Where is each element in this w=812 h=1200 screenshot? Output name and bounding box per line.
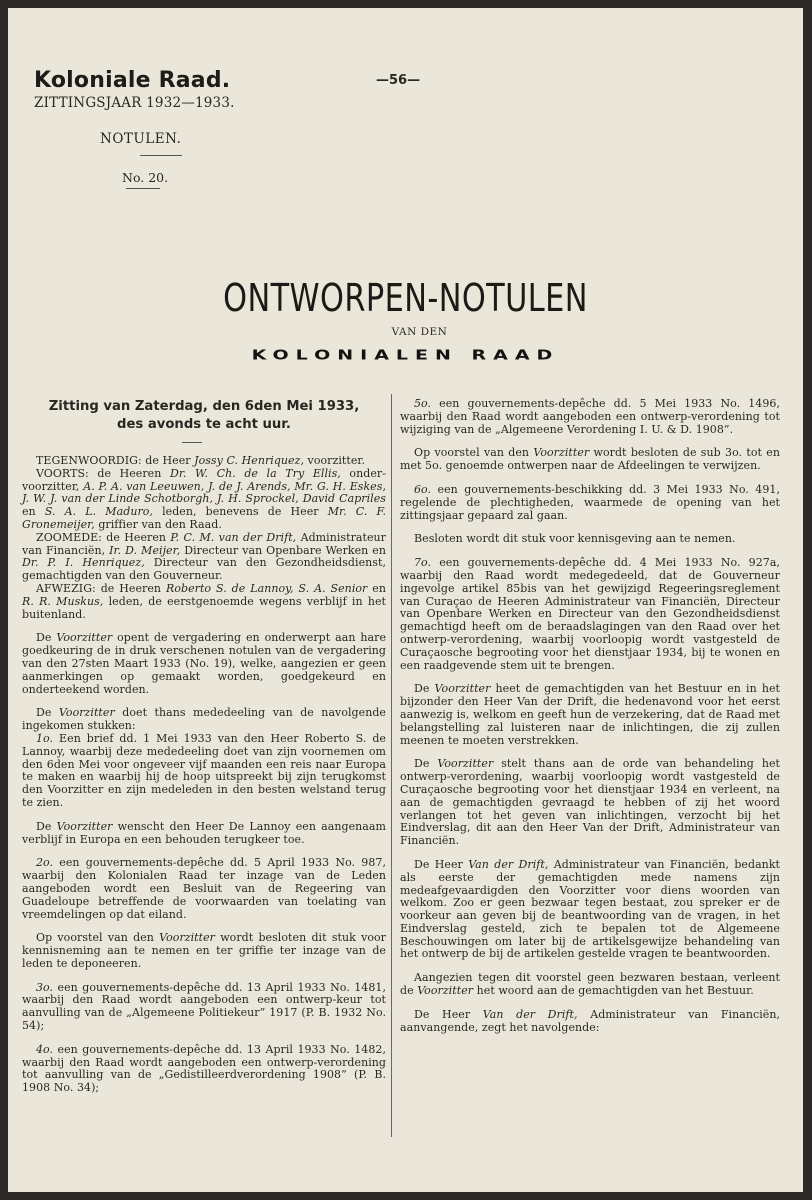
paragraph-proposal-2: Op voorstel van den Voorzitter wordt besloten de sub 3o. tot en met 5o. genoemde ontwerpen naar de Afdeelingen te verwijzen. [400,446,780,473]
paragraph-item-5: 5o. een gouvernements-depêche dd. 5 Mei 1933 No. 1496, waarbij den Raad wordt aangeboden een ontwerp-verordening tot wijziging van de „Algemeene Verordening I. U. & D. 1908”. [400,397,780,436]
paragraph-item-7: 7o. een gouvernements-depêche dd. 4 Mei 1933 No. 927a, waarbij den Raad wordt medegedeeld, dat de Gouverneur ingevolge artikel 85bis van het gewijzigd Regeeringsreglement van Curaçao de Heeren Administrateur van Financiën, Directeur van Openbare Werken en Directeur van den Gezondheidsdienst gemachtigd heeft om de beraadslagingen van den Raad over het ontwerp-verordening, waarbij voorloopig wordt vastgesteld de Curaçaosche begrooting voor het dienstjaar 1934, bij te wonen en een raadgevende stem uit te brengen. [400,556,780,672]
right-column [400,398,780,1045]
page-number: —56— [376,73,421,88]
notulen-label: NOTULEN. [100,131,182,147]
council-title: Koloniale Raad. [34,68,231,93]
paragraph-since: Aangezien tegen dit voorstel geen bezwaren bestaan, verleent de Voorzitter het woord aan de gemachtigden van het Bestuur. [400,971,780,998]
paragraph-item-3: 3o. een gouvernements-depêche dd. 13 April 1933 No. 1481, waarbij den Raad wordt aangeboden een ontwerp-keur tot aanvulling van de „Algemeene Politiekeur” 1917 (P. B. 1932 No. 54); [22,980,386,1033]
paragraph-van-der-drift-1: De Heer Van der Drift, Administrateur van Financiën, bedankt als eerste der gemachtigden mede namens zijn medeafgevaardigden den Voorzitter voor diens woorden van welkom. Zoo er geen bezwaar tegen bestaat, zou spreker er de voorkeur aan geven bij de beantwoording van de vragen, in het Eindverslag gesteld, zich te bepalen tot de Algemeene Beschouwingen om later bij de artikelsgewijze behandeling van het ontwerp de bij de artikelen gestelde vragen te beantwoorden. [400,857,781,961]
left-column [22,398,386,1106]
session-year: ZITTINGSJAAR 1932—1933. [34,95,235,111]
document-page [8,8,803,1192]
subtitle-van-den: VAN DEN [391,326,448,338]
paragraph-proposal-1: Op voorstel van den Voorzitter wordt besloten dit stuk voor kennisneming aan te nemen en ter griffie ter inzage van de leden te deponeeren. [22,931,386,970]
paragraph-van-der-drift-2: De Heer Van der Drift, Administrateur van Financiën, aanvangende, zegt het navolgende: [400,1007,780,1034]
sitting-heading-line: Zitting van Zaterdag, den 6den Mei 1933, [48,399,360,414]
council-name-banner: KOLONIALEN RAAD [251,348,560,363]
main-title: ONTWORPEN-NOTULEN [223,276,588,320]
paragraph-wish: De Voorzitter wenscht den Heer De Lannoy een aangenaam verblijf in Europa en een behouden terugkeer toe. [22,819,386,846]
paragraph-present: TEGENWOORDIG: de Heer Jossy C. Henriquez, voorzitter. [36,454,366,467]
paragraph-item-4: 4o. een gouvernements-depêche dd. 13 April 1933 No. 1482, waarbij den Raad wordt aangeboden een ontwerp-verordening tot aanvulling van de „Gedistilleerdverordening 1908” (P. B. 1908 No. 34); [22,1042,386,1095]
sitting-heading-line: des avonds te acht uur. [117,417,291,432]
column-divider [391,394,392,1137]
issue-number: No. 20. [122,170,169,185]
paragraph-also-present: VOORTS: de Heeren Dr. W. Ch. de la Try Ellis, onder-voorzitter, A. P. A. van Leeuwen, J. de J. Arends, Mr. G. H. Eskes, J. W. J. van der Linde Schotborgh, J. H. Sprockel, David Capriles en S. A. L. Maduro, leden, benevens de Heer Mr. C. F. Gronemeijer, griffier van den Raad. [22,466,386,531]
paragraph-opening: De Voorzitter opent de vergadering en onderwerpt aan hare goedkeuring de in druk verschenen notulen van de vergadering van den 27sten Maart 1933 (No. 19), welke, aangezien er geen aanmerkingen op gemaakt worden, goedgekeurd en onderteekend worden. [22,631,387,696]
paragraph-item-1: 1o. Een brief dd. 1 Mei 1933 van den Heer Roberto S. de Lannoy, waarbij deze mededeeling doet van zijn voornemen om den 6den Mei voor ongeveer vijf maanden een reis naar Europa te maken en waarbij hij de hoop uitspreekt bij zijn terugkomst den Voorzitter en zijn medeleden in den besten welstand terug te zien. [22,731,386,809]
paragraph-welcome: De Voorzitter heet de gemachtigden van het Bestuur en in het bijzonder den Heer Van der Drift, die hedenavond voor het eerst aanwezig is, welkom en geeft hun de verzekering, dat de Raad met belangstelling zal luisteren naar de inlichtingen, die zij zullen meenen te moeten verstrekken. [400,682,780,747]
paragraph-agenda: De Voorzitter stelt thans aan de orde van behandeling het ontwerp-verordening, waarbij voorloopig wordt vastgesteld de Curaçaosche begrooting voor het dienstjaar 1934 en verleent, na aan de gemachtigden gevraagd te hebben of zij het woord verlangen tot het geven van inlichtingen, verzocht bij het Eindverslag, dit aan den Heer Van der Drift, Administrateur van Financiën. [400,757,780,848]
paragraph-announcement: De Voorzitter doet thans mededeeling van de navolgende ingekomen stukken: [22,706,386,733]
ornament-divider [182,442,202,443]
masthead [34,68,235,189]
paragraph-item-6: 6o. een gouvernements-beschikking dd. 3 Mei 1933 No. 491, regelende de plechtigheden, waarmede de opening van het zittingsjaar gepaard zal gaan. [400,482,780,522]
divider [126,188,160,189]
divider [140,155,182,156]
paragraph-furthermore: ZOOMEDE: de Heeren P. C. M. van der Drift, Administrateur van Financiën, Ir. D. Meijer, Directeur van Openbare Werken en Dr. P. I. Henriquez, Directeur van den Gezondheidsdienst, gemachtigden van den Gouverneur. [22,530,386,583]
sitting-heading [22,398,386,434]
paragraph-item-2: 2o. een gouvernements-depêche dd. 5 April 1933 No. 987, waarbij den Kolonialen Raad ter inzage van de Leden aangeboden wordt een Besluit van de Regeering van Guadeloupe betreffende de voorwaarden van toelating van vreemdelingen op dat eiland. [22,856,386,921]
paragraph-resolved: Besloten wordt dit stuk voor kennisgeving aan te nemen. [414,532,736,546]
paragraph-absent: AFWEZIG: de Heeren Roberto S. de Lannoy, S. A. Senior en R. R. Muskus, leden, de eerstgenoemde wegens verblijf in het buitenland. [22,581,386,621]
